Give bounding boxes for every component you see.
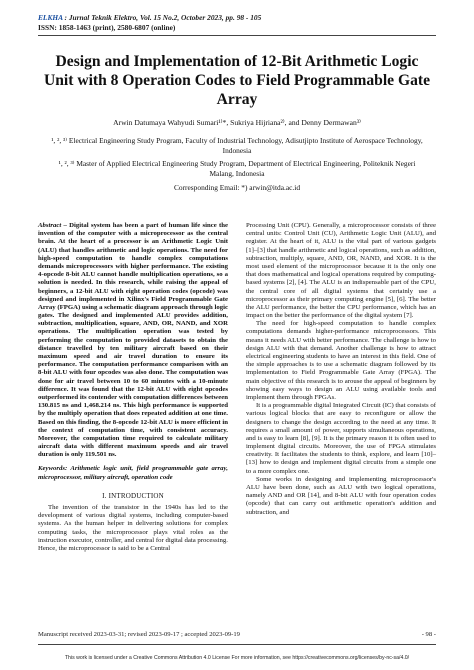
journal-citation: : Jurnal Teknik Elektro, Vol. 15 No.2, October 2023, pp. 98 - 105 bbox=[62, 13, 262, 22]
abstract-body: – Digital system has been a part of human life since the invention of the computer with a microprocessor as the central brain. At the heart of a processor is an Arithmetic Logic Unit (ALU) that handles arithmetic and logic operations. The need for high-speed computation to handle complex computations demands microprocessors with higher performance. The existing 4-opcode 8-bit ALU cannot handle multiplication operations, so a solution is needed. In this research, while raising the appeal of beginners, a 12-bit ALU with eight operation codes (opcode) was designed and implemented in Xilinx's Field Programmable Gate Array (FPGA) using a schematic diagram approach through logic gates. The designed and implemented ALU provides addition, subtraction, multiplication, square, AND, OR, NAND, and XOR operations. The multiplication operation was tested by performing the computation to provided datasets to obtain the distance travelled by ten military aircraft based on their maximum speed and air travel duration to ensure its performance. The computation performance comparison with an 8-bit ALU with four opcodes was also done. The computation was done for air travel between 10 to 60 minutes with a 10-minute difference. It was found that the 12-bit ALU with eight opcodes outperformed its contender with computation differences between 130.815 ns and 1,468.214 ns. This high performance is supported by the multiply operation that does repeated addition at one time. Based on this finding, the 8-opcode 12-bit ALU is more efficient in the context of computation time, with consistent accuracy. Moreover, the computation time required to calculate military aircraft data with different maximum speeds and air travel duration is only 119.501 ns. bbox=[38, 222, 228, 459]
issn-line: ISSN: 1858-1463 (print), 2580-6807 (online) bbox=[38, 23, 176, 32]
body-paragraph-2: The need for high-speed computation to handle complex computations demands higher-performance microprocessors. This means it needs ALU with better performance. The challenge is how to design ALU with that demand. Another challenge is how to attract electrical engineering students to have an interest in this field. One of the simple approaches is to use a schematic diagram followed by its implementation to Field Programmable Gate Array (FPGA). The main objective of this research is to arouse the appeal of beginners by showing easy ways to design an ALU using available tools and implement them through FPGAs. bbox=[246, 320, 436, 401]
journal-header bbox=[38, 13, 261, 22]
keywords: Keywords: Arithmetic logic unit, field programmable gate array, microprocessor, military aircraft, operation code bbox=[38, 465, 228, 481]
author-list: Arwin Datumaya Wahyudi Sumari¹⁾*, Sukriya Hijriana²⁾, and Denny Dermawan³⁾ bbox=[113, 118, 361, 127]
body-paragraph-4: Some works in designing and implementing microprocessor's ALU have been done, such as ALU with two logical operations, namely AND and OR [14], and 8-bit ALU with four operation codes (opcode) that can carry out arithmetic operation's addition and subtraction, and bbox=[246, 475, 436, 516]
body-paragraph-1: Processing Unit (CPU). Generally, a microprocessor consists of three central units: Control Unit (CU), Arithmetic Logic Unit (ALU), and register. At the heart of it, ALU is the vital part of various gadgets [1]–[3] that handle arithmetic and logical operations, such as addition, subtraction, multiply, square, AND, OR, NAND, and XOR. It is the most used element of the microprocessor because it is the only one that does mathematical and logical operations required by computing-based systems [2], [4]. The ALU is an indispensable part of the CPU, the central core of all digital systems that certainly use a microprocessor as their primary computing engine [5], [6]. The better the ALU performance, the better the CPU performance, which has an impact on the better the performance of the digital system [7]. bbox=[246, 222, 436, 320]
manuscript-dates: Manuscript received 2023-03-31; revised 2023-09-17 ; accepted 2023-09-19 bbox=[38, 631, 240, 638]
abstract bbox=[38, 222, 228, 459]
abstract-label: Abstract bbox=[38, 222, 62, 229]
right-column bbox=[246, 222, 436, 517]
affiliation-1: ¹, ², ³⁾ Electrical Engineering Study Program, Faculty of Industrial Technology, Adisutjipto Institute of Aerospace Technology, Indonesia bbox=[51, 136, 423, 155]
page-number: - 98 - bbox=[421, 631, 436, 638]
license-line: This work is licensed under a Creative Commons Attribution 4.0 License For more information, see https://creativecommons.org/licenses/by-nc-sa/4.0/ bbox=[64, 655, 410, 661]
section-heading-introduction: I. INTRODUCTION bbox=[102, 491, 164, 500]
body-paragraph-3: It is a programmable digital Integrated Circuit (IC) that consists of various logical blocks that are easy to reconfigure or allow the designers to change the design according to the need at any time. It requires a small amount of power, supports simultaneous operations, and is easy to learn [8], [9]. It is the primary reason it is often used to implement digital circuits. Moreover, the use of FPGA stimulates creativity. It facilitates the students to think, explore, and learn [10]–[13] how to design and implement digital circuits from a simple one to a more complex one. bbox=[246, 402, 436, 475]
footer-rule bbox=[38, 644, 436, 645]
header-rule bbox=[38, 35, 436, 36]
affiliation-2: ¹, ², ³⁾ Master of Applied Electrical Engineering Study Program, Department of Electrical Engineering, Politeknik Negeri Malang, Indonesia bbox=[58, 159, 416, 178]
left-column bbox=[38, 222, 228, 553]
corresponding-email: Corresponding Email: *) arwin@itda.ac.id bbox=[173, 183, 301, 192]
paper-title: Design and Implementation of 12-Bit Arithmetic Logic Unit with 8 Operation Codes to Field Programmable Gate Array bbox=[43, 53, 431, 108]
intro-paragraph: The invention of the transistor in the 1940s has led to the development of various digital systems, including computer-based systems. As the human helper in delivering solutions for complex computing tasks, the microprocessor plays vital roles as the instruction executor, controller, and central for digital data processing. Hence, the microprocessor is said to be a Central bbox=[38, 504, 228, 552]
journal-brand: ELKHA bbox=[38, 13, 63, 22]
